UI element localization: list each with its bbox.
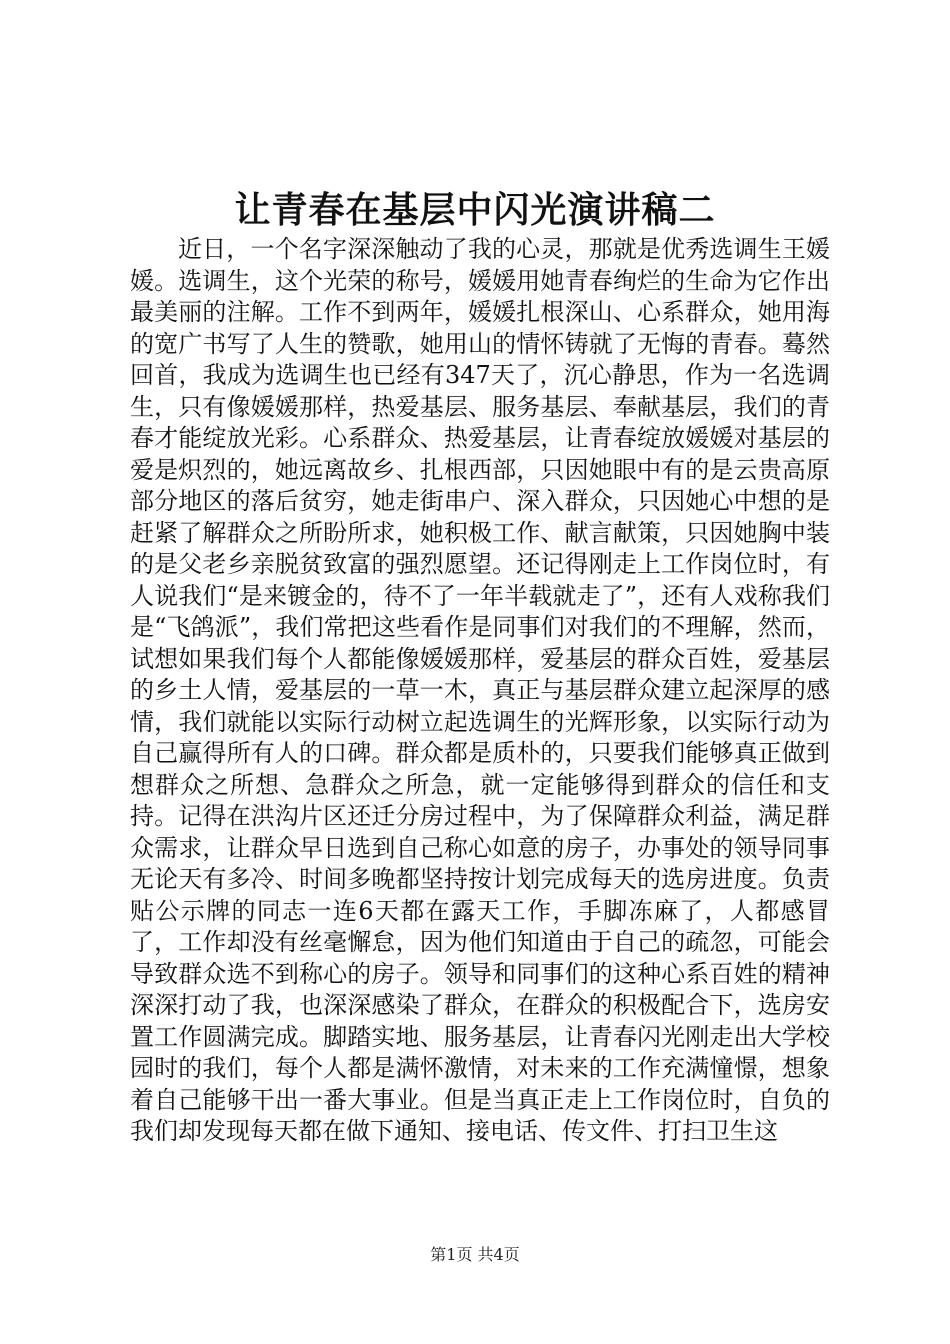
page-number-footer: 第1页 共4页 <box>430 1245 520 1264</box>
document-title: 让青春在基层中闪光演讲稿二 <box>234 189 716 231</box>
body-paragraph: 近日，一个名字深深触动了我的心灵，那就是优秀选调生王媛媛。选调生，这个光荣的称号，媛媛用她青春绚烂的生命为它作出最美丽的注解。工作不到两年，媛媛扎根深山、心系群众，她用海的宽广书写了人生的赞歌，她用山的情怀铸就了无悔的青春。蓦然回首，我成为选调生也已经有347天了，沉心静思，作为一名选调生，只有像媛媛那样，热爱基层、服务基层、奉献基层，我们的青春才能绽放光彩。心系群众、热爱基层，让青春绽放媛媛对基层的爱是炽烈的，她远离故乡、扎根西部，只因她眼中有的是云贵高原部分地区的落后贫穷，她走街串户、深入群众，只因她心中想的是赶紧了解群众之所盼所求，她积极工作、献言献策，只因她胸中装的是父老乡亲脱贫致富的强烈愿望。还记得刚走上工作岗位时，有人说我们“是来镀金的，待不了一年半载就走了”，还有人戏称我们是“飞鸽派”，我们常把这些看作是同事们对我们的不理解，然而，试想如果我们每个人都能像媛媛那样，爱基层的群众百姓，爱基层的乡土人情，爱基层的一草一木，真正与基层群众建立起深厚的感情，我们就能以实际行动树立起选调生的光辉形象，以实际行动为自己赢得所有人的口碑。群众都是质朴的，只要我们能够真正做到想群众之所想、急群众之所急，就一定能够得到群众的信任和支持。记得在洪沟片区还迁分房过程中，为了保障群众利益，满足群众需求，让群众早日选到自己称心如意的房子，办事处的领导同事无论天有多冷、时间多晚都坚持按计划完成每天的选房进度。负责贴公示牌的同志一连6天都在露天工作，手脚冻麻了，人都感冒了，工作却没有丝毫懈怠，因为他们知道由于自己的疏忽，可能会导致群众选不到称心的房子。领导和同事们的这种心系百姓的精神深深打动了我，也深深感染了群众，在群众的积极配合下，选房安置工作圆满完成。脚踏实地、服务基层，让青春闪光刚走出大学校园时的我们，每个人都是满怀激情，对未来的工作充满憧憬，想象着自己能够干出一番大事业。但是当真正走上工作岗位时，自负的我们却发现每天都在做下通知、接电话、传文件、打扫卫生这 <box>130 235 830 1145</box>
